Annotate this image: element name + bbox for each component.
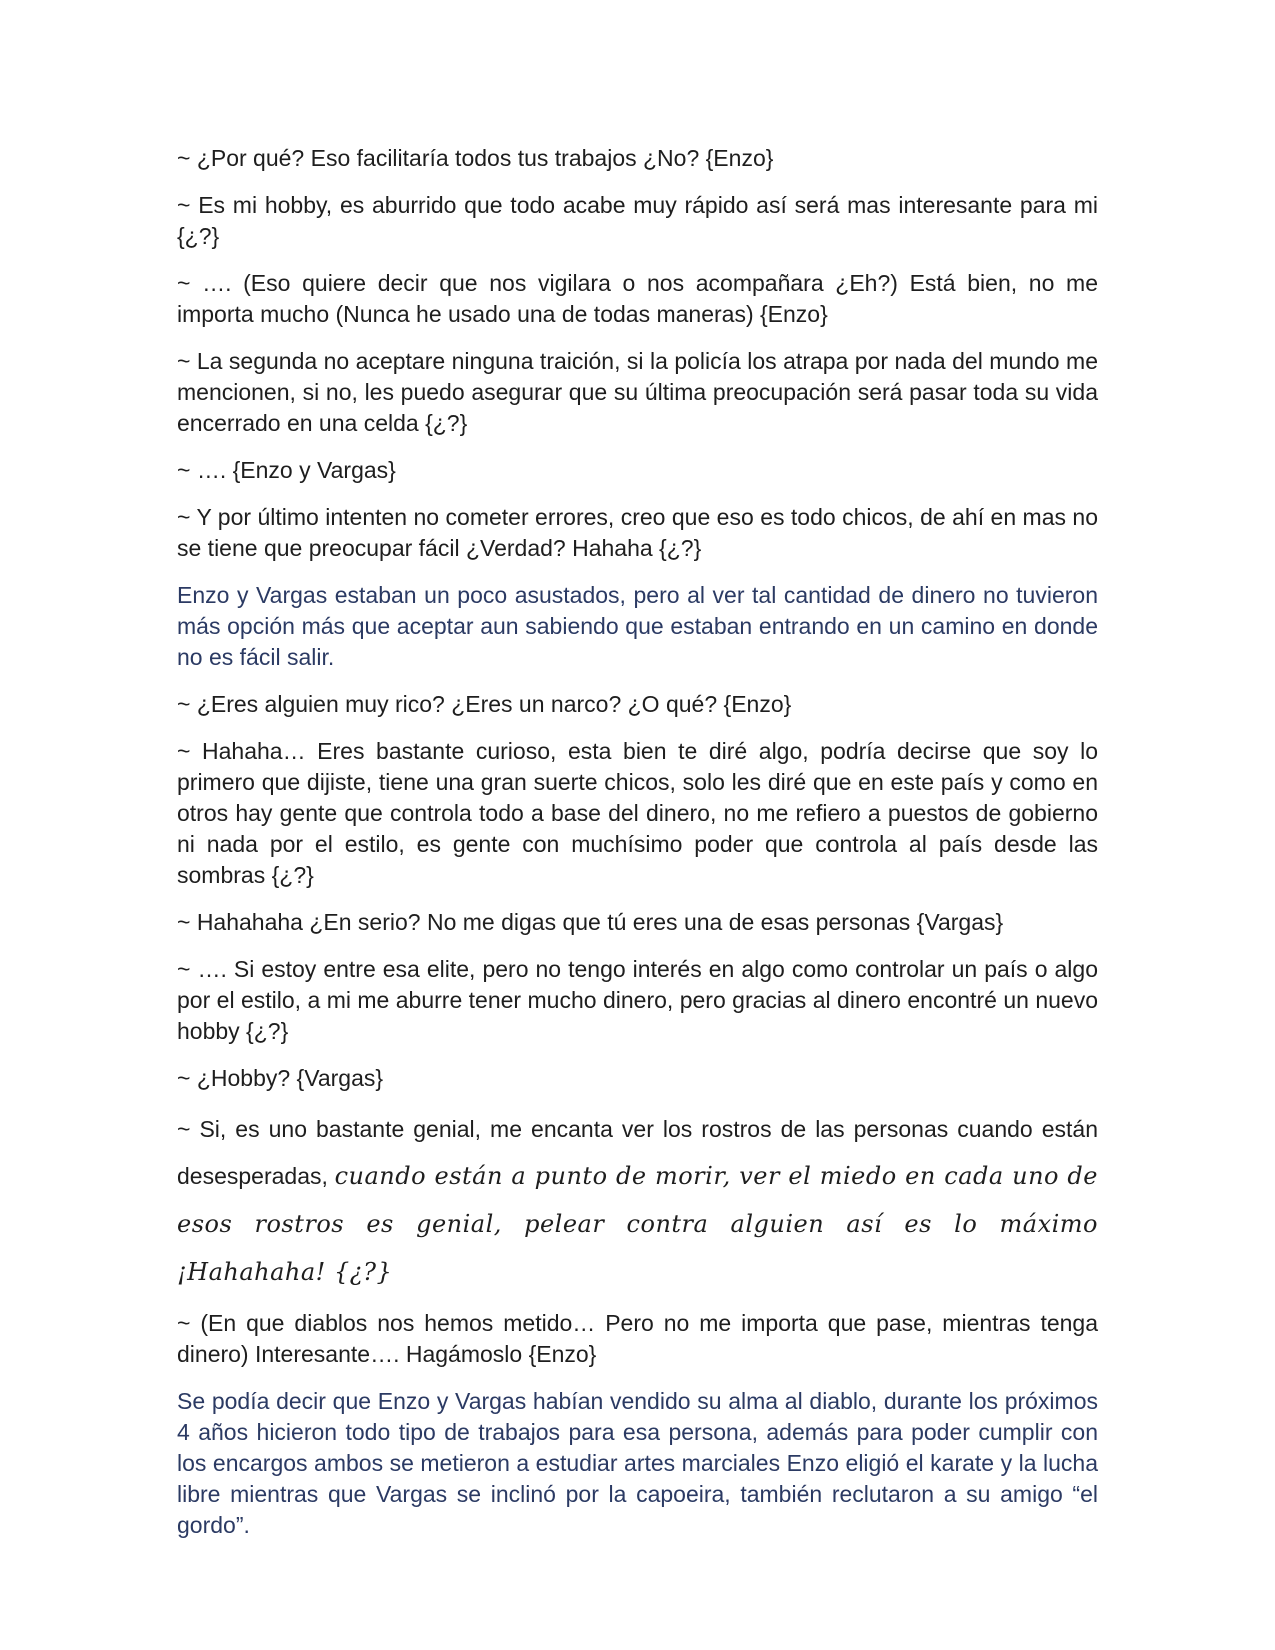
dialogue-paragraph: ~ ¿Hobby? {Vargas} bbox=[177, 1065, 384, 1091]
dialogue-paragraph: ~ Es mi hobby, es aburrido que todo acabe muy rápido así será mas interesante para mi {¿?} bbox=[177, 192, 1098, 249]
dialogue-paragraph: ~ Y por último intenten no cometer errores, creo que eso es todo chicos, de ahí en mas no se tiene que preocupar fácil ¿Verdad? Hahaha {¿?} bbox=[177, 504, 1098, 561]
dialogue-paragraph: ~ …. Si estoy entre esa elite, pero no tengo interés en algo como controlar un país o algo por el estilo, a mi me aburre tener mucho dinero, pero gracias al dinero encontré un nuevo hobby {¿?} bbox=[177, 956, 1098, 1044]
narration-paragraph: Se podía decir que Enzo y Vargas habían vendido su alma al diablo, durante los próximos 4 años hicieron todo tipo de trabajos para esa persona, además para poder cumplir con los encargos ambos se metieron a estudiar artes marciales Enzo eligió el karate y la lucha libre mientras que Vargas se inclinó por la capoeira, también reclutaron a su amigo “el gordo”. bbox=[177, 1388, 1098, 1538]
mixed-style-paragraph bbox=[177, 1106, 1098, 1296]
normal-text-segment: ~ Si, es uno bastante genial, me encanta ver los rostros de las personas cuando están desesperadas, bbox=[177, 1116, 1098, 1189]
dialogue-paragraph: ~ Hahaha… Eres bastante curioso, esta bien te diré algo, podría decirse que soy lo primero que dijiste, tiene una gran suerte chicos, solo les diré que en este país y como en otros hay gente que controla todo a base del dinero, no me refiero a puestos de gobierno ni nada por el estilo, es gente con muchísimo poder que controla al país desde las sombras {¿?} bbox=[177, 738, 1098, 888]
dialogue-paragraph: ~ ¿Por qué? Eso facilitaría todos tus trabajos ¿No? {Enzo} bbox=[177, 145, 774, 171]
narration-paragraph: Enzo y Vargas estaban un poco asustados, pero al ver tal cantidad de dinero no tuvieron más opción más que aceptar aun sabiendo que estaban entrando en un camino en donde no es fácil salir. bbox=[177, 582, 1098, 670]
dialogue-paragraph: ~ …. {Enzo y Vargas} bbox=[177, 457, 396, 483]
document-page bbox=[177, 143, 1098, 1557]
dialogue-paragraph: ~ Hahahaha ¿En serio? No me digas que tú eres una de esas personas {Vargas} bbox=[177, 909, 1004, 935]
dialogue-paragraph: ~ …. (Eso quiere decir que nos vigilara o nos acompañara ¿Eh?) Está bien, no me importa mucho (Nunca he usado una de todas maneras) {Enzo} bbox=[177, 270, 1098, 327]
handwritten-text-segment: cuando están a punto de morir, ver el miedo en cada uno de esos rostros es genial, pelear contra alguien así es lo máximo ¡Hahahaha! {¿?} bbox=[177, 1162, 1098, 1286]
dialogue-paragraph: ~ ¿Eres alguien muy rico? ¿Eres un narco? ¿O qué? {Enzo} bbox=[177, 691, 792, 717]
dialogue-paragraph: ~ (En que diablos nos hemos metido… Pero no me importa que pase, mientras tenga dinero) Interesante…. Hagámoslo {Enzo} bbox=[177, 1310, 1098, 1367]
dialogue-paragraph: ~ La segunda no aceptare ninguna traición, si la policía los atrapa por nada del mundo me mencionen, si no, les puedo asegurar que su última preocupación será pasar toda su vida encerrado en una celda {¿?} bbox=[177, 348, 1098, 436]
